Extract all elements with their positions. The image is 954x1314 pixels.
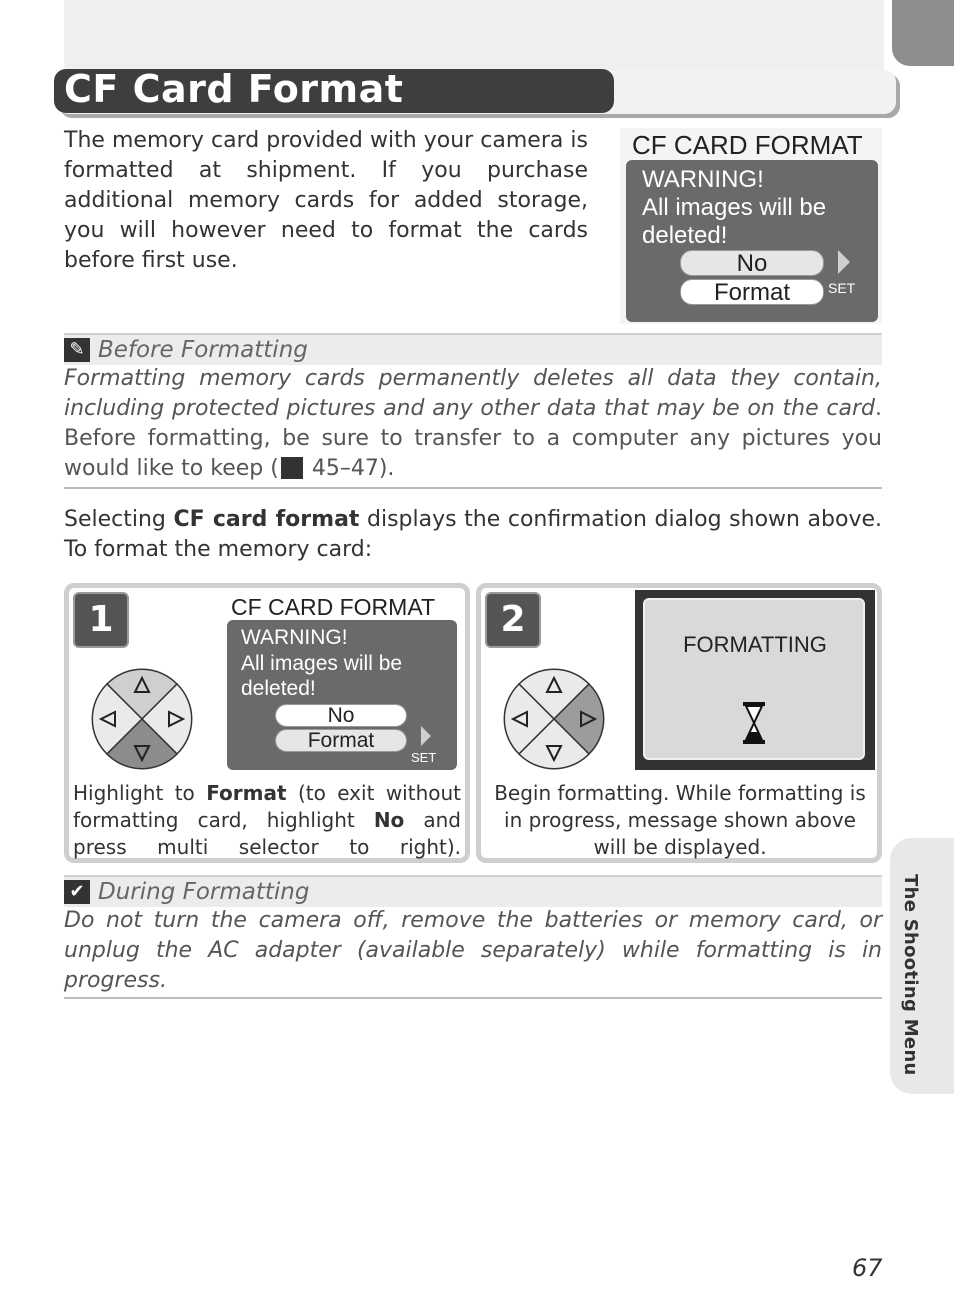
right-arrow-icon <box>838 250 850 274</box>
step-1-caption-c: (to exit without formatting card, highlight <box>73 781 462 832</box>
step-1-caption-e: and press multi selector to right). <box>73 808 461 859</box>
multi-selector-right-icon <box>503 668 605 770</box>
step-1-caption <box>73 780 461 861</box>
selecting-pre: Selecting <box>64 507 174 532</box>
hourglass-icon <box>743 702 765 744</box>
note-before-header <box>64 333 882 365</box>
dialog-warning-2: All images will be <box>642 194 827 221</box>
step-1-screen <box>225 592 463 772</box>
note-during-title: During Formatting <box>98 879 310 905</box>
step-1-caption-line <box>73 780 461 861</box>
step-1-warning-3: deleted! <box>241 677 316 700</box>
note-before-text: . Before formatting, be sure to transfer to a computer any pictures you would like to keep ( <box>64 396 882 481</box>
dialog-warning-1: WARNING! <box>642 166 764 193</box>
step-2-box <box>476 583 882 863</box>
step-1-option-no[interactable]: No <box>275 704 407 727</box>
step-1-warning-2: All images will be <box>241 652 403 675</box>
selecting-bold: CF card format <box>173 507 360 532</box>
step-2-screen <box>635 590 875 770</box>
multi-selector-icon <box>91 668 193 770</box>
note-before-rule <box>64 487 882 489</box>
step-1-warning-1: WARNING! <box>241 626 348 649</box>
intro-paragraph: The memory card provided with your camera is formatted at shipment. If you purchase additional memory cards for added storage, you will however need to format the cards before first use. <box>64 128 588 273</box>
note-during-header <box>64 875 882 907</box>
step-2-caption: Begin formatting. While formatting is in progress, message shown above will be displayed. <box>494 781 866 859</box>
step-1-option-format[interactable]: Format <box>275 729 407 752</box>
checkmark-icon: ✔ <box>64 880 90 904</box>
side-tab-label: The Shooting Menu <box>900 874 921 1076</box>
pencil-icon: ✎ <box>64 338 90 362</box>
dialog-heading: CF CARD FORMAT <box>632 130 863 160</box>
step-2-number: 2 <box>485 592 541 648</box>
note-during-body: Do not turn the camera off, remove the batteries or memory card, or unplug the AC adapter (available separately) while formatting is in progress. <box>64 908 882 993</box>
note-before-body <box>64 364 882 484</box>
step-1-heading: CF CARD FORMAT <box>231 594 436 620</box>
note-before-title: Before Formatting <box>98 337 308 363</box>
step-1-box <box>64 583 470 863</box>
selecting-paragraph <box>64 505 882 565</box>
formatting-text: FORMATTING <box>683 632 827 657</box>
note-before-emphasis: Formatting memory cards permanently deletes all data they contain, including protected pictures and any other data that may be on the card <box>64 366 882 421</box>
step-1-right-arrow-icon <box>421 726 431 746</box>
step-1-set-label: SET <box>411 750 437 765</box>
side-tab <box>890 838 954 1094</box>
selecting-post: displays the confirmation dialog shown above. To format the memory card: <box>64 507 882 562</box>
page-title: CF Card Format <box>64 67 404 111</box>
step-1-caption-d: No <box>373 808 405 832</box>
format-dialog-screen <box>620 128 882 324</box>
option-no[interactable]: No <box>680 250 824 276</box>
note-before-end: ). <box>378 456 395 481</box>
set-label: SET <box>828 280 856 296</box>
dialog-warning-3: deleted! <box>642 222 728 249</box>
step-1-caption-b: Format <box>206 781 287 805</box>
note-before-pages: 45–47 <box>311 456 379 481</box>
corner-tab <box>892 0 954 66</box>
step-1-number: 1 <box>73 592 129 648</box>
note-during-rule <box>64 997 882 999</box>
option-format[interactable]: Format <box>680 279 824 305</box>
see-reference-icon <box>281 457 303 479</box>
page-number: 67 <box>852 1254 883 1282</box>
step-1-caption-a: Highlight to <box>73 781 207 805</box>
